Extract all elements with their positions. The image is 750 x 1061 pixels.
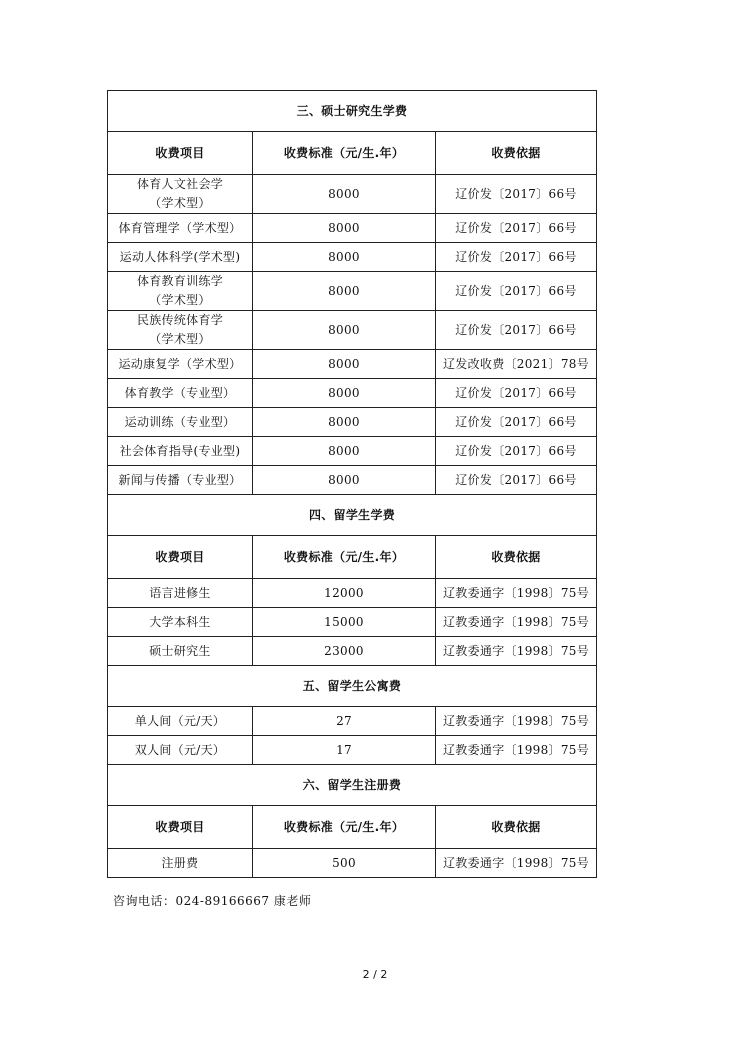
header-item: 收费项目 bbox=[108, 806, 253, 849]
fee-basis: 辽价发〔2017〕66号 bbox=[436, 379, 597, 408]
table-row bbox=[108, 272, 597, 311]
fee-standard: 17 bbox=[253, 736, 436, 765]
fee-basis: 辽价发〔2017〕66号 bbox=[436, 466, 597, 495]
header-basis: 收费依据 bbox=[436, 132, 597, 175]
header-basis: 收费依据 bbox=[436, 806, 597, 849]
contact-info: 咨询电话：024-89166667 康老师 bbox=[113, 894, 312, 908]
fee-standard: 12000 bbox=[253, 579, 436, 608]
fee-item: 民族传统体育学 （学术型） bbox=[108, 311, 253, 350]
fee-basis: 辽发改收费〔2021〕78号 bbox=[436, 350, 597, 379]
fee-basis: 辽价发〔2017〕66号 bbox=[436, 243, 597, 272]
fee-standard: 8000 bbox=[253, 311, 436, 350]
fee-item: 注册费 bbox=[108, 849, 253, 878]
table-row bbox=[108, 214, 597, 243]
fee-item: 体育教学（专业型） bbox=[108, 379, 253, 408]
fee-basis: 辽教委通字〔1998〕75号 bbox=[436, 637, 597, 666]
column-header-row bbox=[108, 132, 597, 175]
section-title-row bbox=[108, 91, 597, 132]
section-title-row bbox=[108, 666, 597, 707]
fee-standard: 8000 bbox=[253, 272, 436, 311]
fee-item: 新闻与传播（专业型） bbox=[108, 466, 253, 495]
section-title: 四、留学生学费 bbox=[108, 495, 597, 536]
fee-item: 语言进修生 bbox=[108, 579, 253, 608]
fee-standard: 8000 bbox=[253, 214, 436, 243]
fee-basis: 辽价发〔2017〕66号 bbox=[436, 311, 597, 350]
table-row bbox=[108, 175, 597, 214]
fee-basis: 辽教委通字〔1998〕75号 bbox=[436, 849, 597, 878]
fee-item: 单人间（元/天） bbox=[108, 707, 253, 736]
table-row bbox=[108, 408, 597, 437]
fee-item: 运动康复学（学术型） bbox=[108, 350, 253, 379]
table-row bbox=[108, 608, 597, 637]
table-row bbox=[108, 466, 597, 495]
fee-standard: 8000 bbox=[253, 437, 436, 466]
table-row bbox=[108, 379, 597, 408]
fee-item: 体育教育训练学 （学术型） bbox=[108, 272, 253, 311]
fee-item: 硕士研究生 bbox=[108, 637, 253, 666]
table-row bbox=[108, 311, 597, 350]
section-title: 三、硕士研究生学费 bbox=[108, 91, 597, 132]
table-row bbox=[108, 437, 597, 466]
fee-basis: 辽价发〔2017〕66号 bbox=[436, 214, 597, 243]
fee-item: 体育管理学（学术型） bbox=[108, 214, 253, 243]
table-row bbox=[108, 350, 597, 379]
fee-basis: 辽教委通字〔1998〕75号 bbox=[436, 608, 597, 637]
fee-standard: 15000 bbox=[253, 608, 436, 637]
table-row bbox=[108, 849, 597, 878]
fee-item: 运动训练（专业型） bbox=[108, 408, 253, 437]
section-title: 五、留学生公寓费 bbox=[108, 666, 597, 707]
fee-basis: 辽价发〔2017〕66号 bbox=[436, 408, 597, 437]
fee-standard: 27 bbox=[253, 707, 436, 736]
column-header-row bbox=[108, 806, 597, 849]
fee-standard: 23000 bbox=[253, 637, 436, 666]
header-item: 收费项目 bbox=[108, 132, 253, 175]
fee-item: 大学本科生 bbox=[108, 608, 253, 637]
table-row bbox=[108, 707, 597, 736]
header-standard: 收费标准（元/生.年） bbox=[253, 132, 436, 175]
table-row bbox=[108, 243, 597, 272]
page-number: 2 / 2 bbox=[362, 968, 388, 981]
fee-basis: 辽价发〔2017〕66号 bbox=[436, 437, 597, 466]
fee-item: 社会体育指导(专业型) bbox=[108, 437, 253, 466]
fee-standard: 8000 bbox=[253, 379, 436, 408]
fee-basis: 辽价发〔2017〕66号 bbox=[436, 272, 597, 311]
fee-standard: 8000 bbox=[253, 466, 436, 495]
fee-table-body bbox=[108, 91, 597, 878]
header-basis: 收费依据 bbox=[436, 536, 597, 579]
fee-basis: 辽教委通字〔1998〕75号 bbox=[436, 707, 597, 736]
section-title-row bbox=[108, 495, 597, 536]
fee-table bbox=[107, 90, 597, 878]
fee-standard: 8000 bbox=[253, 408, 436, 437]
table-row bbox=[108, 637, 597, 666]
fee-standard: 500 bbox=[253, 849, 436, 878]
column-header-row bbox=[108, 536, 597, 579]
fee-item: 体育人文社会学 （学术型） bbox=[108, 175, 253, 214]
fee-standard: 8000 bbox=[253, 175, 436, 214]
table-row bbox=[108, 736, 597, 765]
section-title: 六、留学生注册费 bbox=[108, 765, 597, 806]
header-standard: 收费标准（元/生.年） bbox=[253, 806, 436, 849]
section-title-row bbox=[108, 765, 597, 806]
header-standard: 收费标准（元/生.年） bbox=[253, 536, 436, 579]
fee-standard: 8000 bbox=[253, 243, 436, 272]
table-row bbox=[108, 579, 597, 608]
fee-basis: 辽价发〔2017〕66号 bbox=[436, 175, 597, 214]
fee-basis: 辽教委通字〔1998〕75号 bbox=[436, 579, 597, 608]
fee-item: 双人间（元/天） bbox=[108, 736, 253, 765]
fee-item: 运动人体科学(学术型) bbox=[108, 243, 253, 272]
fee-standard: 8000 bbox=[253, 350, 436, 379]
fee-basis: 辽教委通字〔1998〕75号 bbox=[436, 736, 597, 765]
header-item: 收费项目 bbox=[108, 536, 253, 579]
